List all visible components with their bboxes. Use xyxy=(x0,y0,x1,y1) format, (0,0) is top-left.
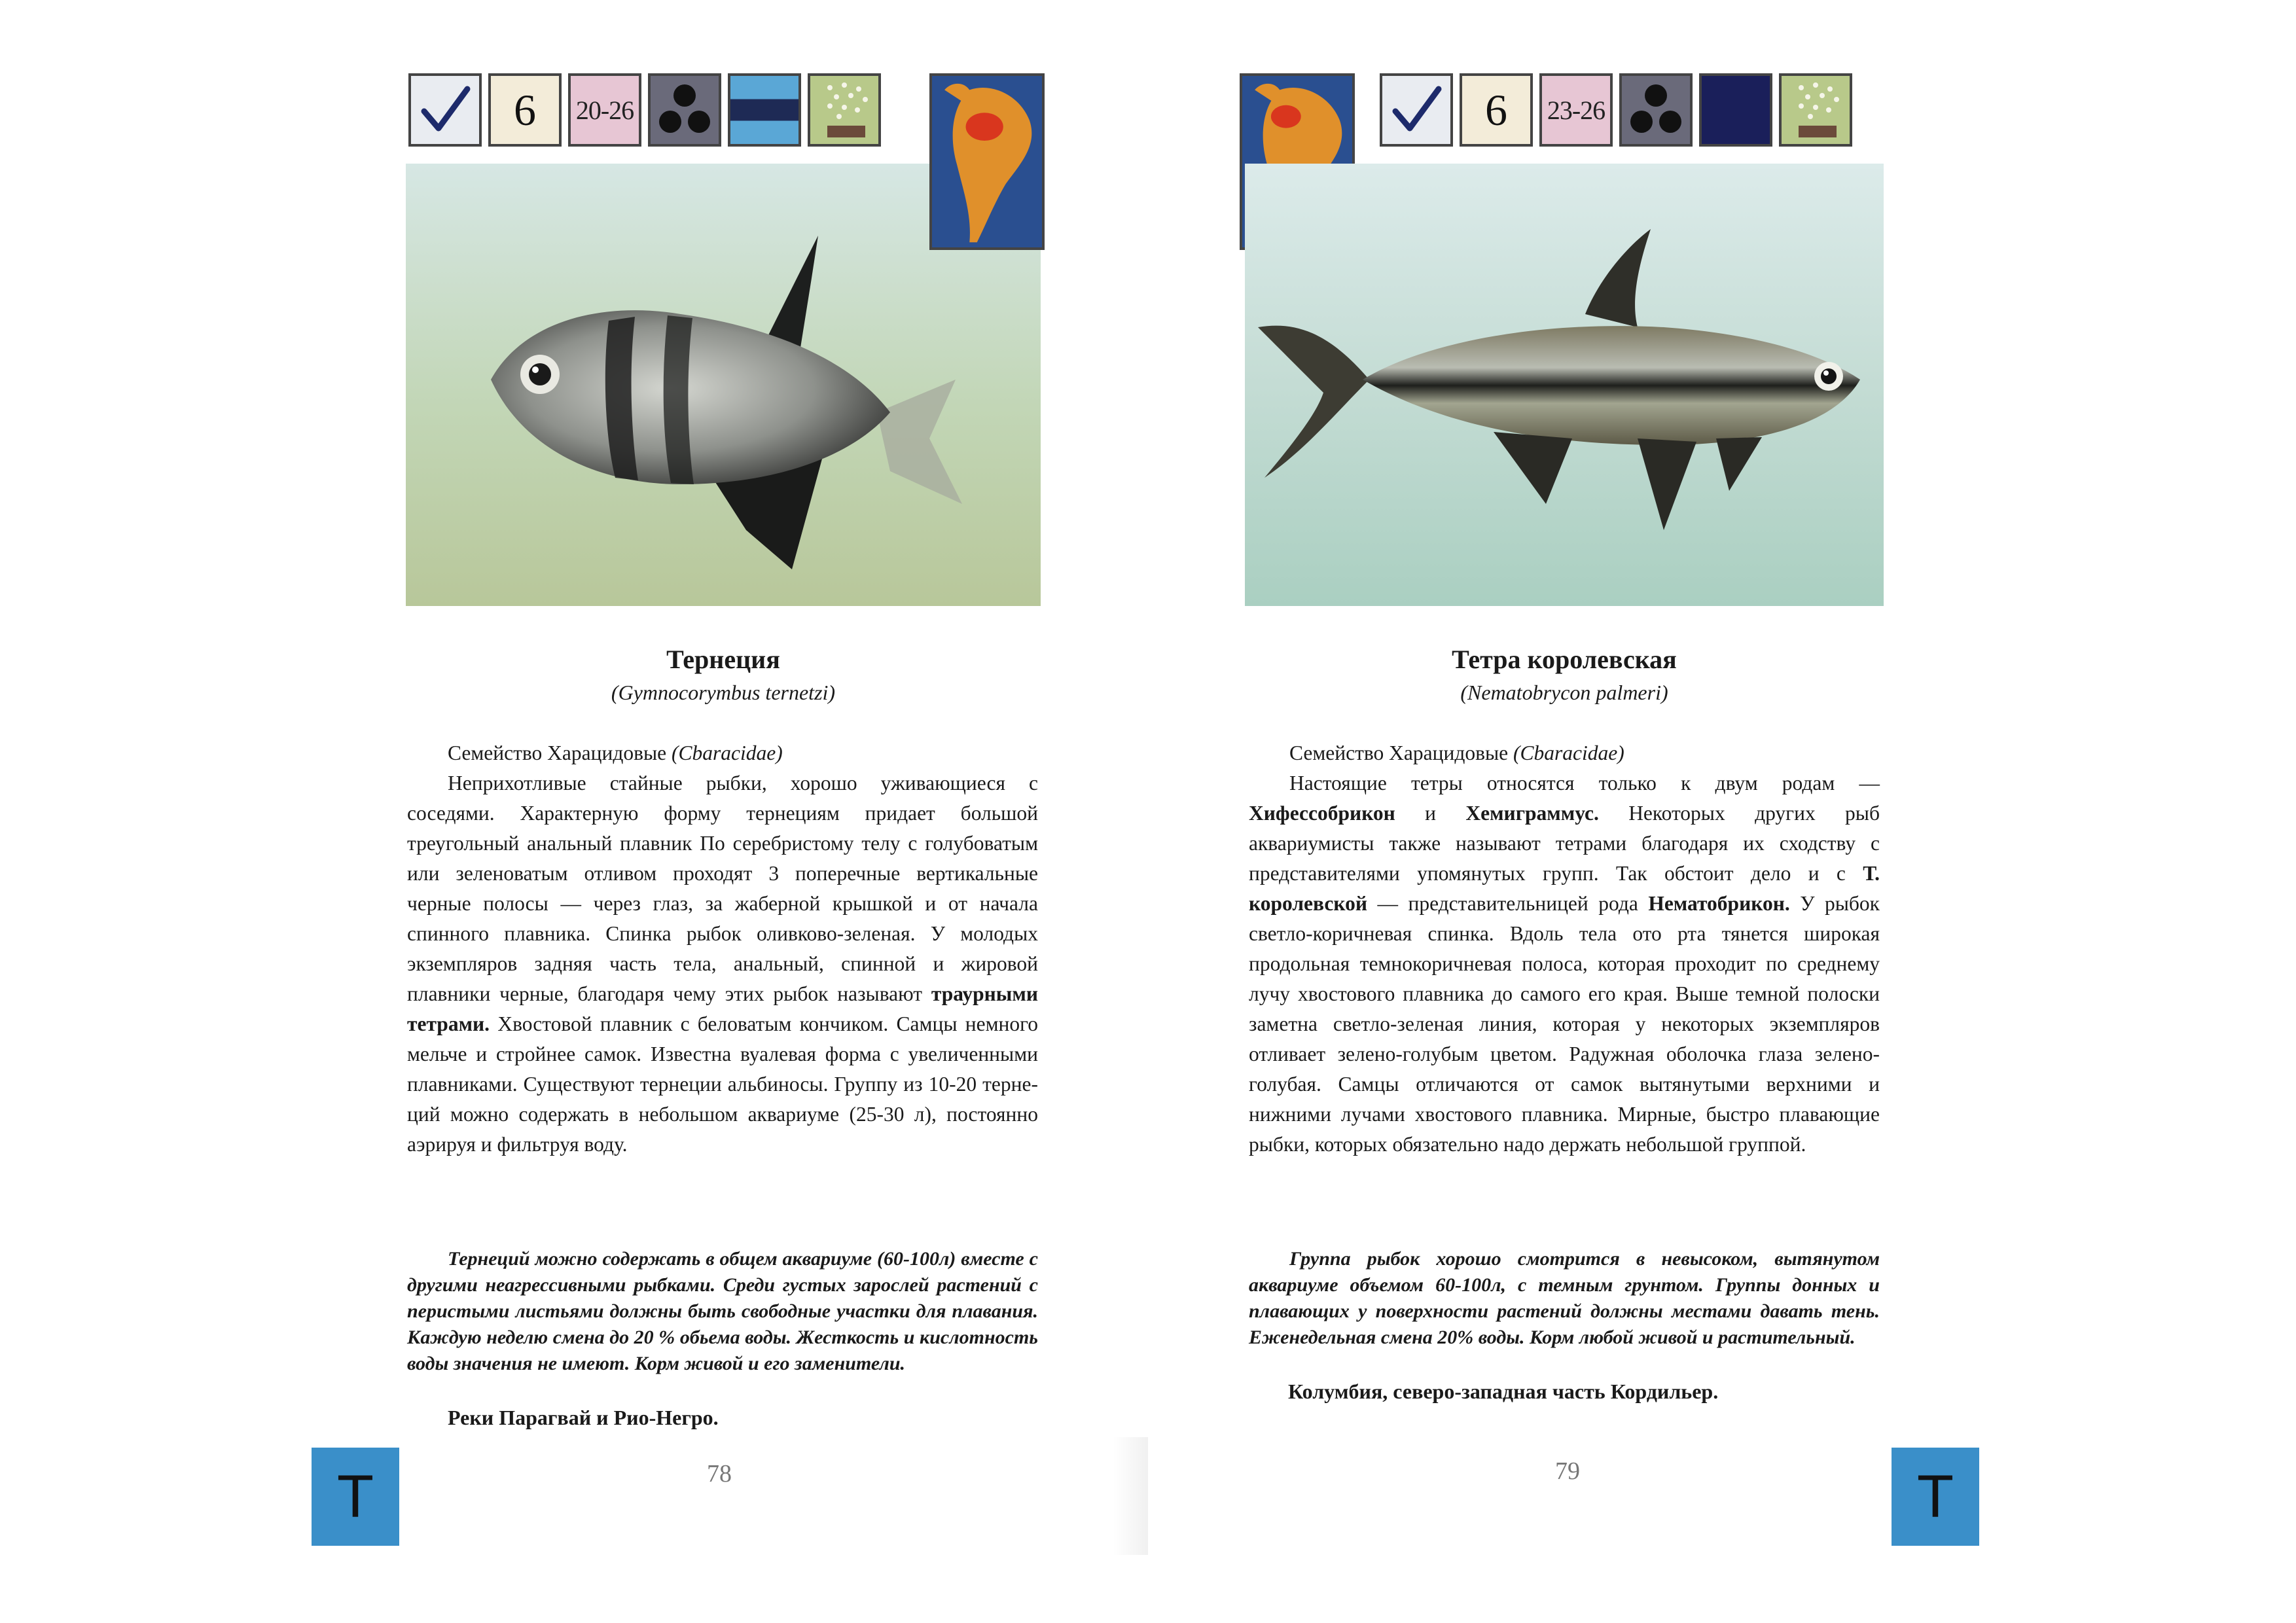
water-zone-icon xyxy=(728,73,801,147)
care-notes: Тернеций можно содержать в общем аквариуме (60-100л) вместе с другими неагрессивными рыбками. Среди густых зарослей растений с перистыми листьями должны быть свободные участки для плавания. Каждую неделю смена до 20 % обьема воды. Жесткость и кислотность воды значения не имеют. Корм живой и его заменители. xyxy=(407,1248,1038,1374)
species-description xyxy=(407,738,1038,1160)
page-fold-shadow xyxy=(1113,1437,1148,1555)
school-dots-icon xyxy=(648,73,721,147)
habitat-line: Реки Парагвай и Рио-Негро. xyxy=(448,1406,719,1429)
species-latin-name: (Nematobrycon palmeri) xyxy=(1460,681,1668,704)
index-letter-tab: Т xyxy=(1892,1448,1979,1546)
species-latin-name: (Gymnocorymbus ternetzi) xyxy=(611,681,836,704)
suitable-check-icon xyxy=(408,73,482,147)
description-paragraph: Настоящие тетры относятся только к двум родам — Хифессобрикон и Хемиграммус. Некоторых других рыб аквариумисты также называют тетрами благодаря их сходству с представителями упомянутых групп. Так обстоит дело и с Т. королевской — представительницей рода Нематобрикон. У рыбок светло-коричневая спинка. Вдоль тела ото рта тянется широкая продольная темнокоричневая полоса, которая проходит по среднему лучу хвостового плавника до самого его края. Выше темной полоски заметна светло-зеленая линия, которая у некоторых экземпляров отливает зелено-голубым цветом. Радужная оболочка глаза зелено-голубая. Самцы отличаются от самок вытянутыми верхними и нижними лучами хвостового плавника. Мирные, быстро плавающие рыбки, которых обязательно надо держать небольшой группой. xyxy=(1249,772,1880,1156)
right-page xyxy=(1148,0,2296,1623)
south-america-map-icon xyxy=(929,73,1045,250)
habitat-line: Колумбия, северо-западная часть Кордильер. xyxy=(1288,1380,1719,1403)
temperature-icon: 23-26 xyxy=(1539,73,1613,147)
species-description xyxy=(1249,738,1880,1160)
care-notes: Группа рыбок хорошо смотрится в невысоком, вытянутом аквариуме объемом 60-100л, с темным грунтом. Группы донных и плавающих у поверхности растений должны местами давать тень. Еженедельная смена 20% воды. Корм любой живой и растительный. xyxy=(1249,1248,1880,1348)
species-title: Тетра королевская xyxy=(1452,645,1677,674)
palmeri-photo xyxy=(1245,164,1884,606)
family-line: Семейство Харацидовые (Cbaracidae) xyxy=(448,741,783,764)
page-number: 79 xyxy=(1555,1457,1580,1485)
temperature-icon: 20-26 xyxy=(568,73,641,147)
species-title: Тернеция xyxy=(666,645,780,674)
page-number: 78 xyxy=(707,1460,732,1488)
index-letter-tab: Т xyxy=(312,1448,399,1546)
water-zone-icon xyxy=(1699,73,1772,147)
food-icon xyxy=(1779,73,1852,147)
care-icon-strip xyxy=(1380,73,1852,147)
care-icon-strip xyxy=(408,73,881,147)
school-dots-icon xyxy=(1619,73,1693,147)
family-line: Семейство Харацидовые (Cbaracidae) xyxy=(1289,741,1624,764)
suitable-check-icon xyxy=(1380,73,1453,147)
food-icon xyxy=(808,73,881,147)
tank-size-icon: 6 xyxy=(1460,73,1533,147)
description-paragraph: Неприхотливые стайные рыбки, хорошо уживающиеся с соседями. Характерную форму тернециям придает большой треугольный анальный плавник По серебристому телу с голубоватым или зеленоватым отливом проходят 3 поперечные вертикальные черные полосы — через глаз, за жаберной крышкой и от начала спинного плавника. Спинка рыбок оливково-зеленая. У молодых экземпляров задняя часть тела, анальный, спинной и жировой плавники черные, благодаря чему этих рыбок называют траурными тетрами. Хвостовой плавник с беловатым кончиком. Самцы немного мельче и стройнее самок. Известна вуалевая форма с увеличенными плавниками. Существуют тернеции альбиносы. Группу из 10-20 тернеций можно содержать в небольшом аквариуме (25-30 л), постоянно аэрируя и фильтруя воду. xyxy=(407,772,1038,1156)
tank-size-icon: 6 xyxy=(488,73,562,147)
